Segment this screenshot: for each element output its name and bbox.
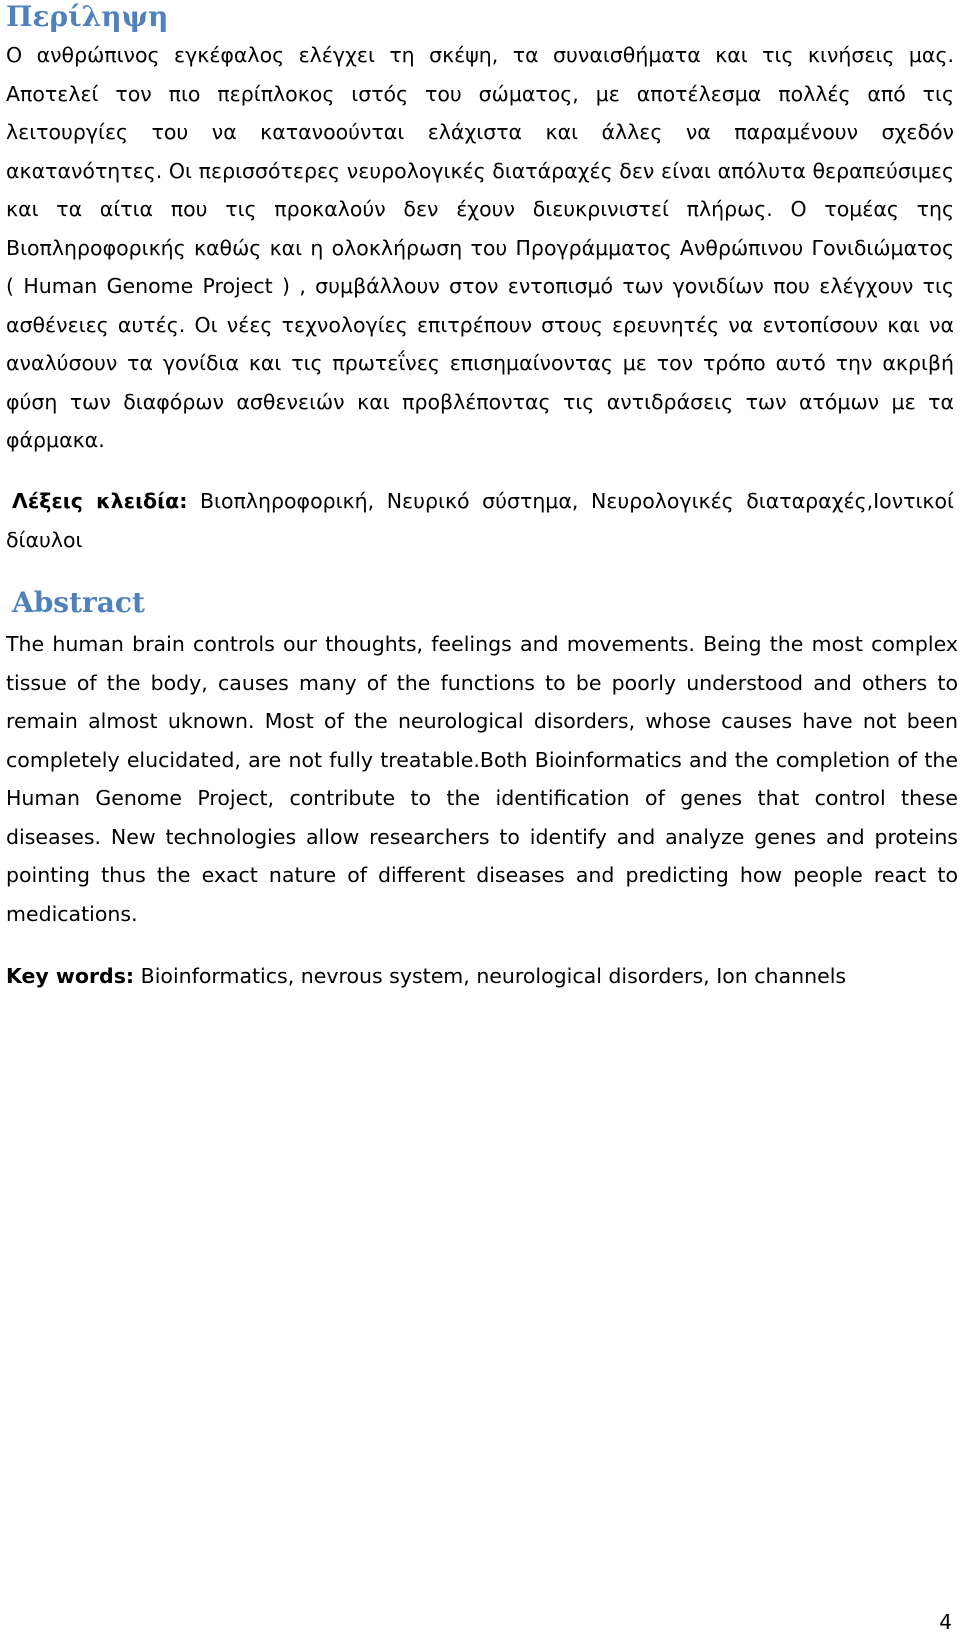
greek-keywords-line (6, 482, 954, 559)
english-keywords-line (6, 957, 954, 996)
english-keywords-text: Bioinformatics, nevrous system, neurological disorders, Ion channels (134, 964, 847, 988)
greek-keywords-label: Λέξεις κλειδία: (12, 489, 188, 513)
greek-summary-paragraph: Ο ανθρώπινος εγκέφαλος ελέγχει τη σκέψη, τα συναισθήματα και τις κινήσεις μας. Αποτελεί τον πιο περίπλοκος ιστός του σώματος, με αποτέλεσμα πολλές από τις λειτουργίες του να κατανοούνται ελάχιστα και άλλες να παραμένουν σχεδόν ακατανότητες. Οι περισσότερες νευρολογικές διατάραχές δεν είναι απόλυτα θεραπεύσιμες και τα αίτια που τις προκαλούν δεν έχουν διευκρινιστεί πλήρως. Ο τομέας της Βιοπληροφορικής καθώς και η ολοκλήρωση του Προγράμματος Ανθρώπινου Γονιδιώματος ( Human Genome Project ) , συμβάλλουν στον εντοπισμό των γονιδίων που ελέγχουν τις ασθένειες αυτές. Οι νέες τεχνολογίες επιτρέπουν στους ερευνητές να εντοπίσουν και να αναλύσουν τα γονίδια και τις πρωτεΐνες επισημαίνοντας με τον τρόπο αυτό την ακριβή φύση των διαφόρων ασθενειών και προβλέποντας τις αντιδράσεις των ατόμων με τα φάρμακα. (6, 43, 954, 452)
greek-keywords-text: Βιοπληροφορική, Νευρικό σύστημα, Νευρολογικές διαταραχές,Ιοντικοί δίαυλοι (6, 489, 954, 552)
english-keywords-label: Key words: (6, 964, 135, 988)
abstract-paragraph: The human brain controls our thoughts, feelings and movements. Being the most complex tissue of the body, causes many of the functions to be poorly understood and others to remain almost uknown. Most of the neurological disorders, whose causes have not been completely elucidated, are not fully treatable.Both Bioinformatics and the completion of the Human Genome Project, contribute to the identification of genes that control these diseases. New technologies allow researchers to identify and analyze genes and proteins pointing thus the exact nature of different diseases and predicting how people react to medications. (6, 632, 958, 926)
abstract-heading: Abstract (12, 586, 145, 619)
page-number: 4 (939, 1610, 952, 1634)
greek-summary-heading: Περίληψη (6, 0, 169, 33)
